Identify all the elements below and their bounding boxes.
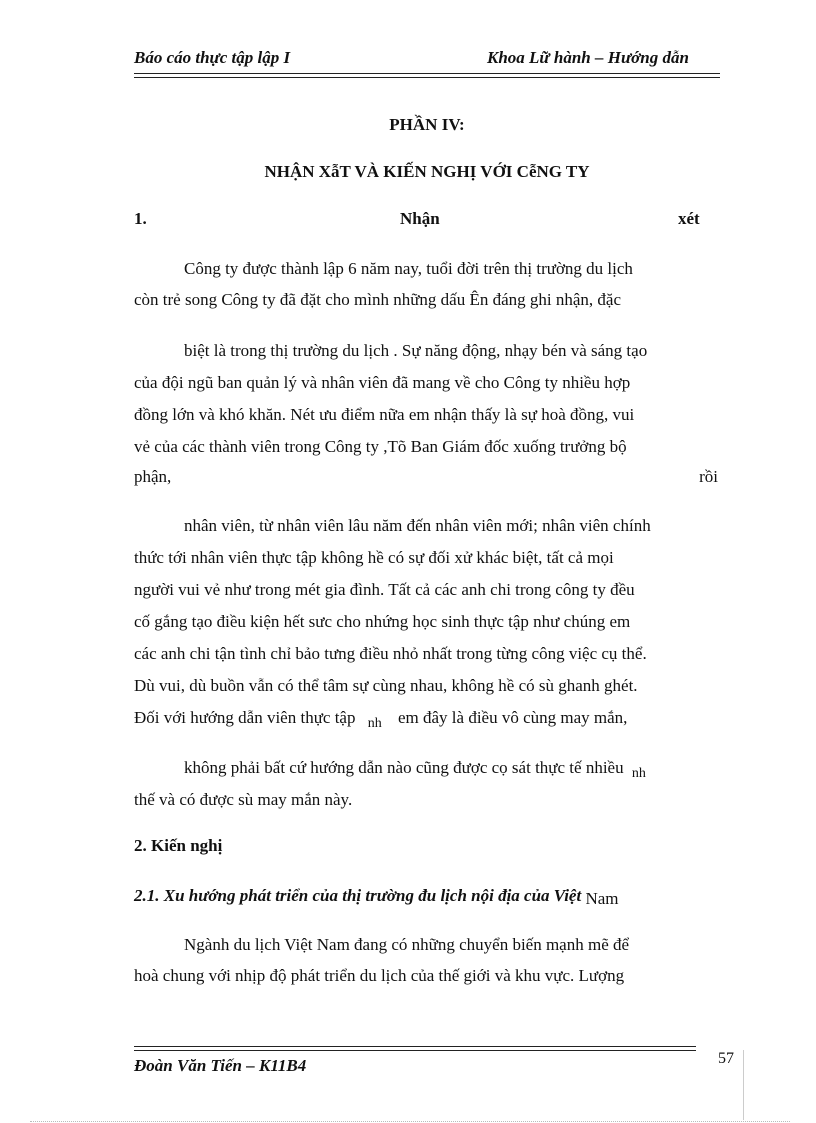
para3-line3: người vui vẻ như trong mét gia đình. Tất cả các anh chi trong công ty đều: [134, 580, 635, 599]
section-2-1-heading-main: 2.1. Xu hướng phát triển của thị trường đu lịch nội địa của Việt: [134, 886, 582, 905]
para5-line1: Ngành du lịch Việt Nam đang có những chuyển biến mạnh mẽ để: [184, 935, 630, 954]
para3-line2: thức tới nhân viên thực tập không hề có sự đối xử khác biệt, tất cả mọi: [134, 548, 614, 567]
para3-line7-start: Đối với hướng dẫn viên thực tập: [134, 708, 356, 727]
para1-line1: Công ty được thành lập 6 năm nay, tuổi đời trên thị trường du lịch: [184, 259, 633, 278]
header-right-title: Khoa Lữ hành – Hướng dẫn: [487, 48, 689, 67]
para3-line6: Dù vui, dù buồn vẫn có thể tâm sự cùng nhau, không hề có sù ghanh ghét.: [134, 676, 638, 695]
footer-rule: [134, 1046, 696, 1047]
para3-line4: cố gắng tạo điều kiện hết sưc cho nhứng học sinh thực tập như chúng em: [134, 612, 631, 631]
footer-author: Đoàn Văn Tiến – K11B4: [134, 1056, 307, 1075]
para3-line5: các anh chi tận tình chỉ bảo tưng điều nhỏ nhất trong từng công việc cụ thể.: [134, 644, 647, 663]
para4-line1: [184, 758, 646, 781]
para4-line1-text: không phải bất cứ hướng dẫn nào cũng được cọ sát thực tế nhiều: [184, 758, 624, 777]
page-bottom-dotted-rule: [30, 1121, 790, 1122]
para2-line5: [134, 467, 718, 487]
para3-line7-end: em đây là điều vô cùng may mắn,: [397, 708, 628, 727]
para2-line5-start: phận,: [134, 467, 172, 486]
para2-line1: biệt là trong thị trường du lịch . Sự năng động, nhạy bén và sáng tạo: [184, 341, 648, 360]
para5-line2: hoà chung với nhịp độ phát triển du lịch của thế giới và khu vực. Lượng: [134, 966, 625, 985]
header-left-title: Báo cáo thực tập lập I: [134, 48, 291, 67]
part-title: PHẦN IV:: [389, 115, 465, 134]
section-2-1-heading: [134, 886, 619, 906]
section-2-heading: 2. Kiến nghị: [134, 836, 223, 855]
page-number: 57: [718, 1050, 734, 1067]
section-1-title-word1: Nhận: [400, 209, 440, 228]
section-2-1-heading-tail: Nam: [585, 889, 619, 908]
header-rule-secondary: [134, 77, 720, 78]
para2-line3: đồng lớn và khó khăn. Nét ưu điểm nữa em nhận thấy là sự hoà đồng, vui: [134, 405, 635, 424]
footer-rule-secondary: [134, 1050, 696, 1051]
section-1-number: 1.: [134, 209, 147, 228]
para1-line2: còn trẻ song Công ty đã đặt cho mình những dấu Ên đáng ghi nhận, đặc: [134, 290, 622, 309]
para3-line7: [134, 708, 628, 731]
para2-line5-end: rồi: [699, 467, 718, 486]
para3-line1: nhân viên, từ nhân viên lâu năm đến nhân viên mới; nhân viên chính: [184, 516, 651, 535]
part-subtitle: NHẬN XẫT VÀ KIẾN NGHỊ VỚI CễNG TY: [264, 162, 590, 181]
section-1-title-word2: xét: [678, 209, 700, 228]
para3-line7-nh: nh: [367, 716, 382, 731]
header-rule: [134, 73, 720, 74]
para2-line2: của đội ngũ ban quản lý và nhân viên đã mang về cho Công ty nhiều hợp: [134, 373, 631, 392]
para2-line4: vẻ của các thành viên trong Công ty ,Tõ Ban Giám đốc xuống trưởng bộ: [134, 437, 627, 456]
footer-vertical-rule: [743, 1050, 744, 1120]
para4-line1-nh: nh: [631, 766, 646, 781]
para4-line2: thế và có được sù may mắn này.: [134, 790, 353, 809]
